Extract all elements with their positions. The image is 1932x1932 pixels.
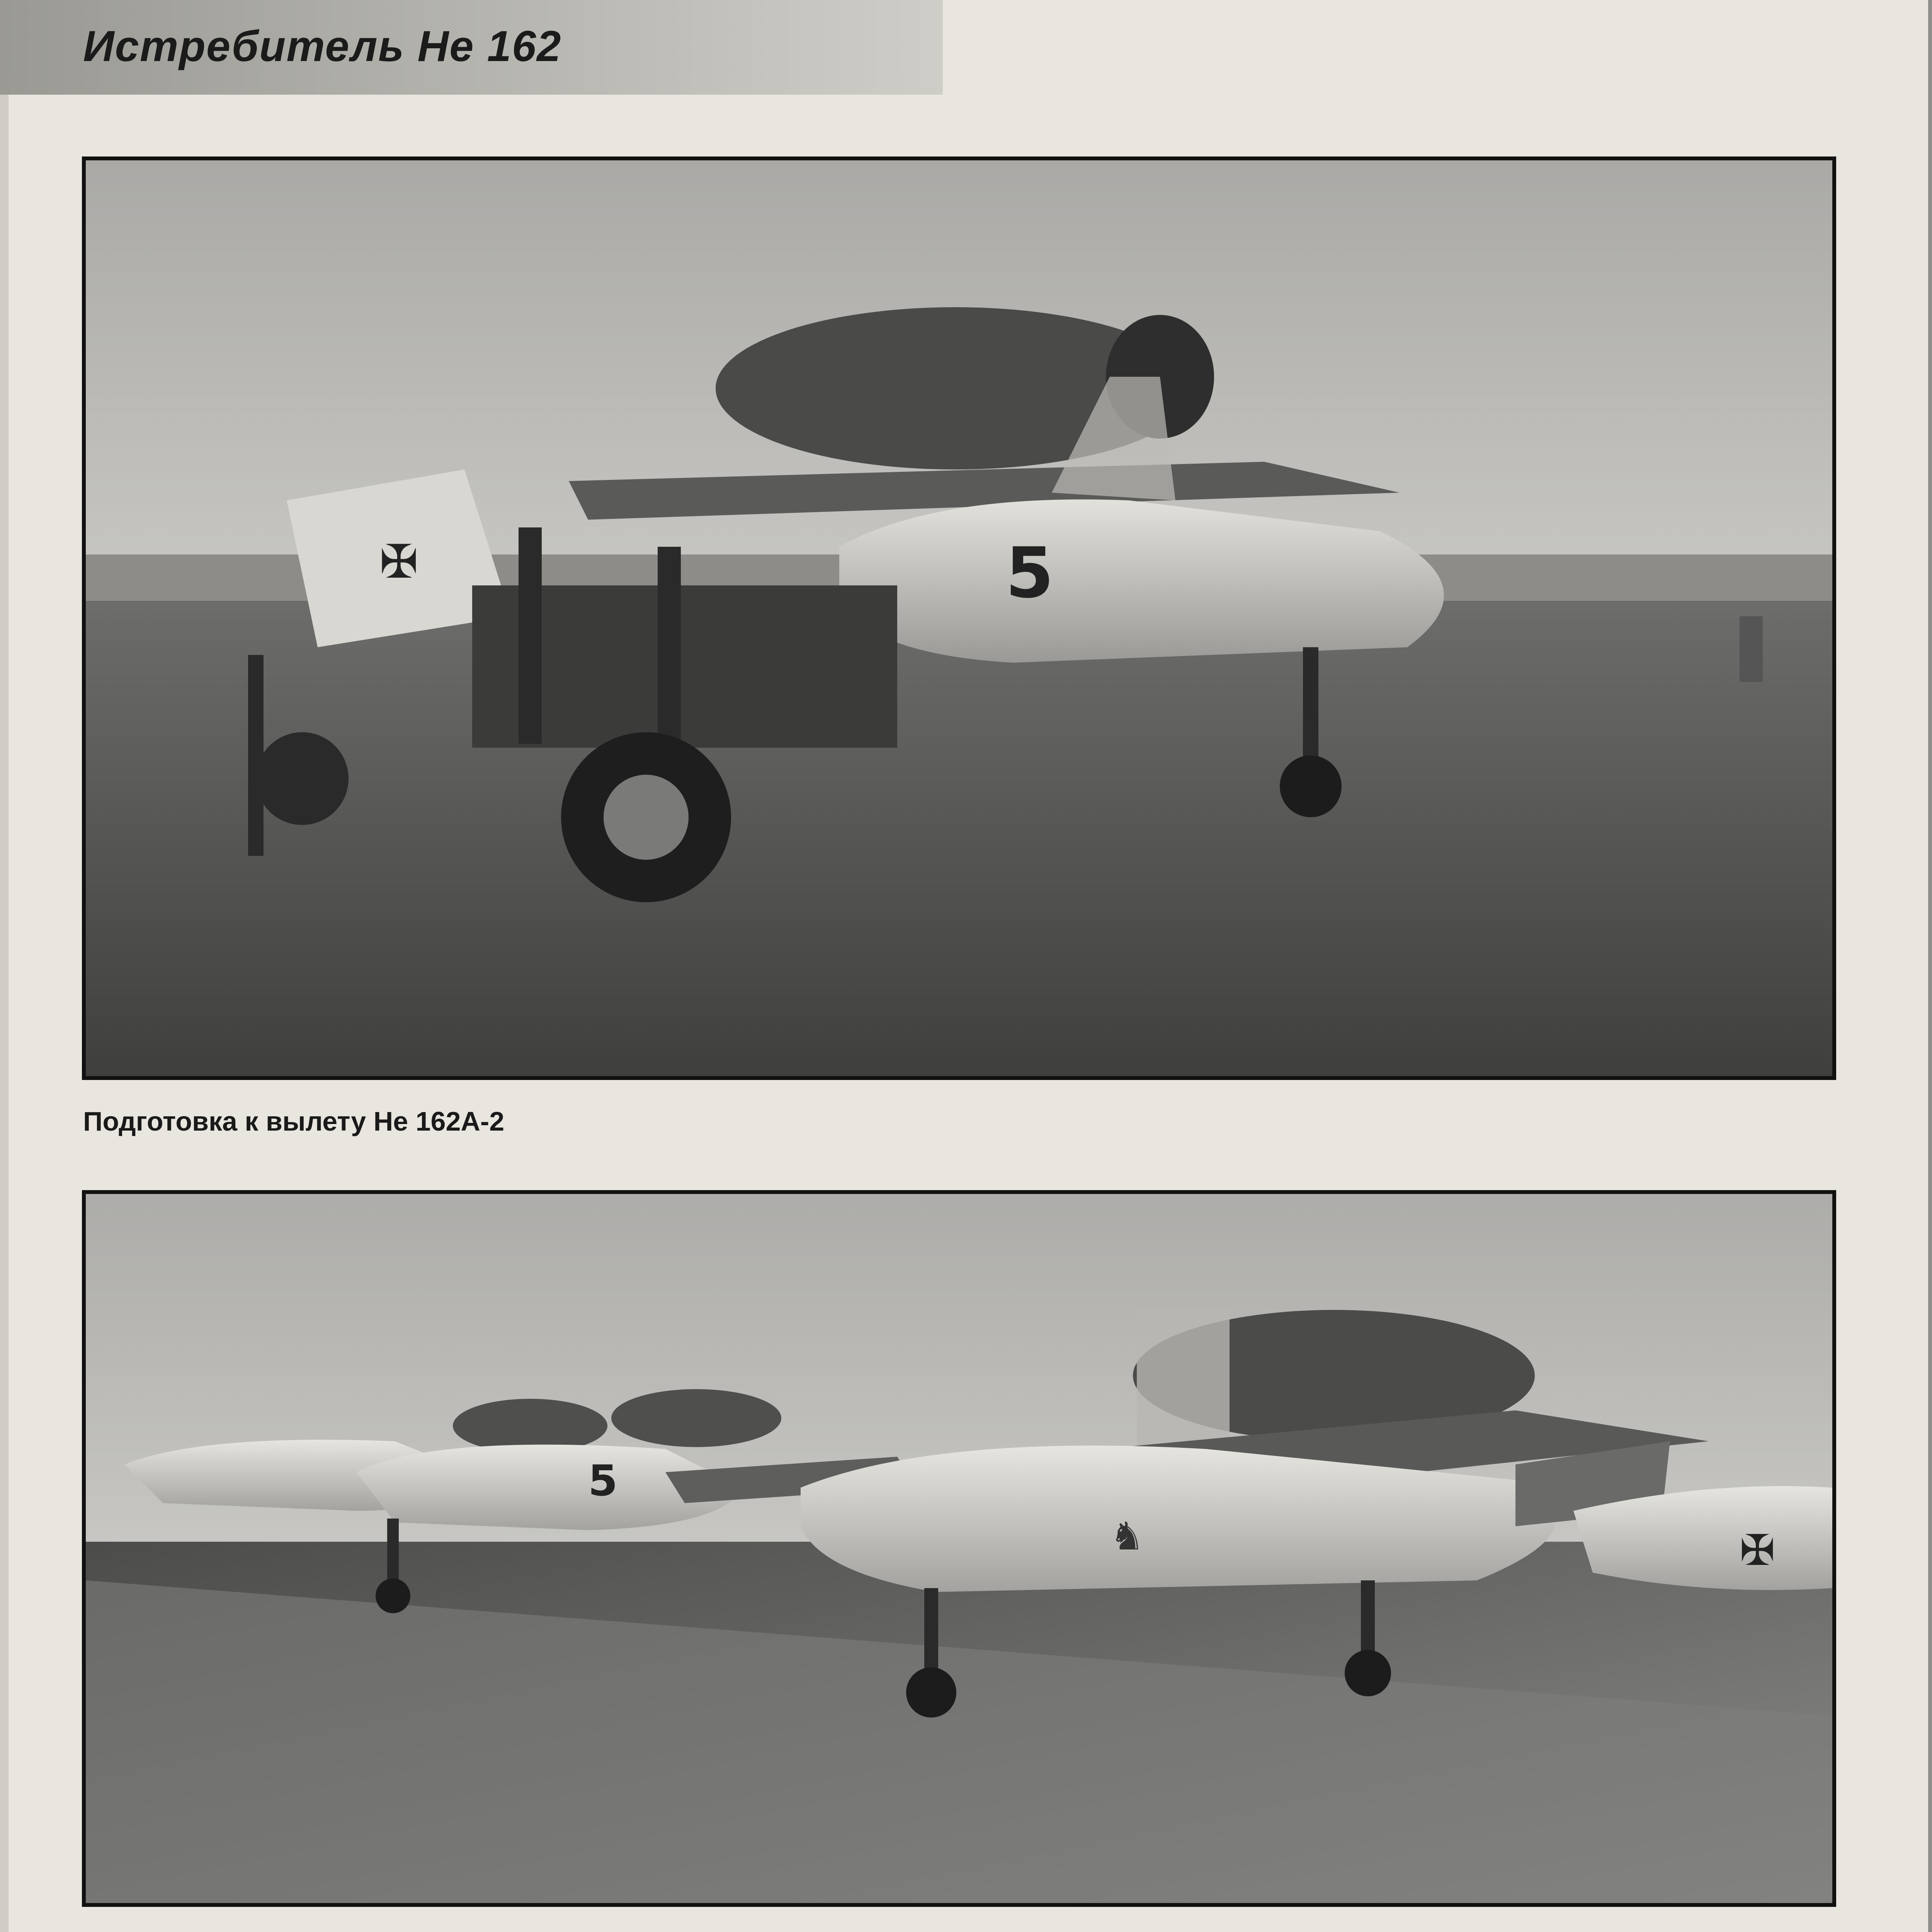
aircraft-number-marking: 5 — [1005, 533, 1054, 614]
aircraft-number-marking-2: 5 — [588, 1456, 618, 1505]
scan-right-edge — [1928, 0, 1932, 1932]
tail-cross-marking: ✠ — [379, 535, 418, 589]
scan-left-edge — [0, 0, 9, 1932]
photo-aircraft-row — [82, 1190, 1836, 1907]
running-header — [0, 0, 943, 95]
fuselage-cross-marking: ✠ — [1740, 1526, 1776, 1575]
photo-aircraft-row-image — [86, 1194, 1832, 1903]
unit-emblem: ♞ — [1110, 1514, 1145, 1559]
photo-aircraft-preparation — [82, 156, 1836, 1080]
running-header-title: Истребитель He 162 — [83, 22, 562, 70]
figure-caption-1: Подготовка к вылету He 162A-2 — [83, 1106, 505, 1136]
photo-aircraft-preparation-image — [86, 160, 1832, 1076]
